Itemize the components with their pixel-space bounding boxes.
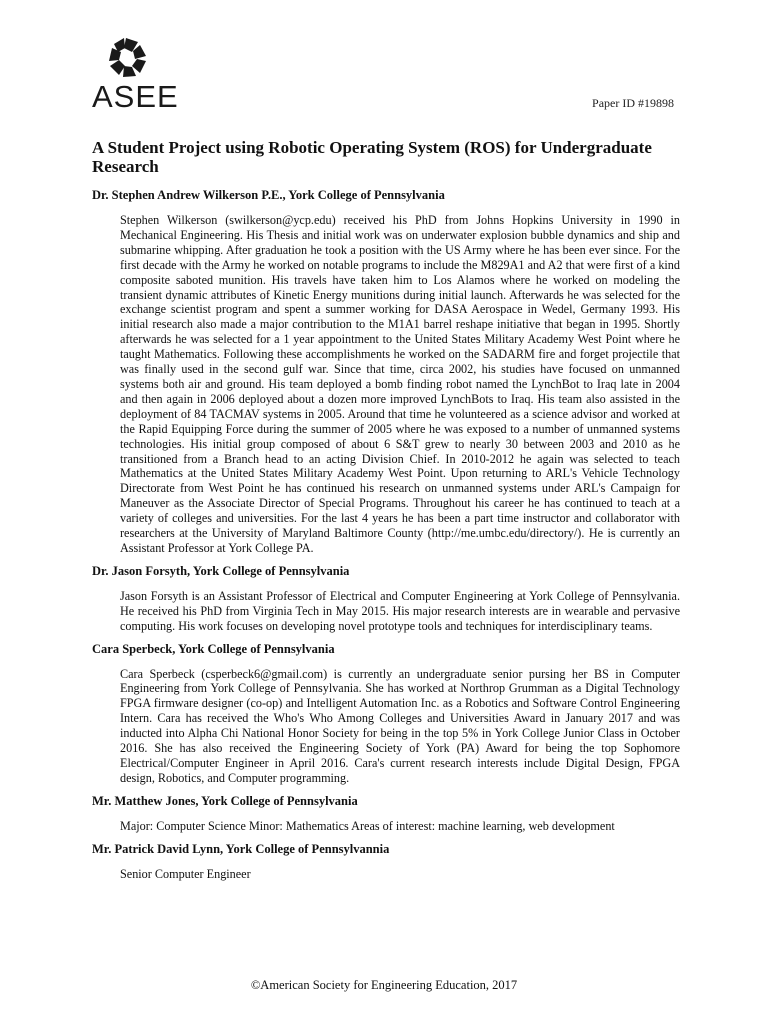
author-name: Dr. Stephen Andrew Wilkerson P.E., York College of Pennsylvania (92, 188, 445, 202)
asee-pinwheel-icon (106, 36, 150, 80)
document-body (92, 138, 680, 890)
author-name: Cara Sperbeck, York College of Pennsylvania (92, 641, 335, 656)
author-bio: Major: Computer Science Minor: Mathematics Areas of interest: machine learning, web development (120, 818, 615, 833)
asee-logo-text: ASEE (92, 79, 179, 114)
asee-logo (92, 36, 179, 116)
author-bio: Stephen Wilkerson (swilkerson@ycp.edu) received his PhD from Johns Hopkins University in 1990 in Mechanical Engineering. His Thesis and initial work was on underwater explosion bubble dynamics and ship and submarine whipping. After graduation he took a position with the US Army where he has been ever since. For the first decade with the Army he worked on notable programs to include the M829A1 and A2 that were first of a kind composite saboted munition. His travels have taken him to Los Alamos where he worked on modeling the transient dynamic attributes of Kinetic Energy munitions during initial launch. Afterwards he was selected for the exchange scientist program and spent a summer working for DASA Aerospace in Wedel, Germany 1993. His initial research also made a major contribution to the M1A1 barrel reshape initiative that began in 1995. Shortly afterwards he was selected for a 1 year appointment to the United States Military Academy West Point where he taught Mathematics. Following these accomplishments he worked on the SADARM fire and forget projectile that was finally used in the second gulf war. Since that time, circa 2002, his studies have focused on unmanned systems both air and ground. His team deployed a bomb finding robot named the LynchBot to Iraq late in 2004 and then again in 2006 deployed about a dozen more improved LynchBots to Iraq. His team also assisted in the deployment of 84 TACMAV systems in 2005. Around that time he volunteered as a science advisor and worked at the Rapid Equipping Force during the summer of 2005 where he was exposed to a number of unmanned systems technologies. His initial group composed of about 6 S&T grew to nearly 30 between 2003 and 2010 as he transitioned from a Branch head to an acting Division Chief. In 2010-2012 he again was selected to teach Mathematics at the United States Military Academy West Point. Upon returning to ARL's Vehicle Technology Directorate from West Point he has continued his research on unmanned systems under ARL's Campaign for Maneuver as the Associate Director of Special Programs. Throughout his career he has continued to teach at a variety of colleges and universities. For the last 4 years he has been a part time instructor and collaborator with researchers at the University of Maryland Baltimore County (http://me.umbc.edu/directory/). He is currently an Assistant Professor at York College PA. (120, 213, 680, 555)
author-bio: Senior Computer Engineer (120, 866, 251, 881)
author-name: Mr. Patrick David Lynn, York College of Pennsylvannia (92, 841, 390, 856)
paper-title: A Student Project using Robotic Operating System (ROS) for Undergraduate Research (92, 138, 652, 176)
author-name: Mr. Matthew Jones, York College of Pennsylvania (92, 793, 358, 808)
author-name: Dr. Jason Forsyth, York College of Pennsylvania (92, 563, 350, 578)
paper-id: Paper ID #19898 (592, 96, 674, 110)
author-bio: Cara Sperbeck (csperbeck6@gmail.com) is currently an undergraduate senior pursing her BS in Computer Engineering from York College of Pennsylvania. She has worked at Northrop Grumman as a Digital Technology FPGA firmware designer (co-op) and Intelligent Automation Inc. as a Robotics and Software Control Engineering Intern. Cara has received the Who's Who Among Colleges and Universities Award in January 2017 and was inducted into Alpha Chi National Honor Society for being in the top 5% in York College Junior Class in October 2016. She has also received the Engineering Society of York (PA) Award for being the top Sophomore Electrical/Computer Engineer in April 2016. Cara's current research interests include Digital Design, FPGA design, Robotics, and Computer programming. (120, 666, 680, 785)
copyright-footer: ©American Society for Engineering Education, 2017 (250, 978, 518, 992)
author-bio: Jason Forsyth is an Assistant Professor of Electrical and Computer Engineering at York College of Pennsylvania. He received his PhD from Virginia Tech in May 2015. His major research interests are in wearable and pervasive computing. His work focuses on developing novel prototype tools and techniques for interdisciplinary teams. (120, 588, 680, 633)
